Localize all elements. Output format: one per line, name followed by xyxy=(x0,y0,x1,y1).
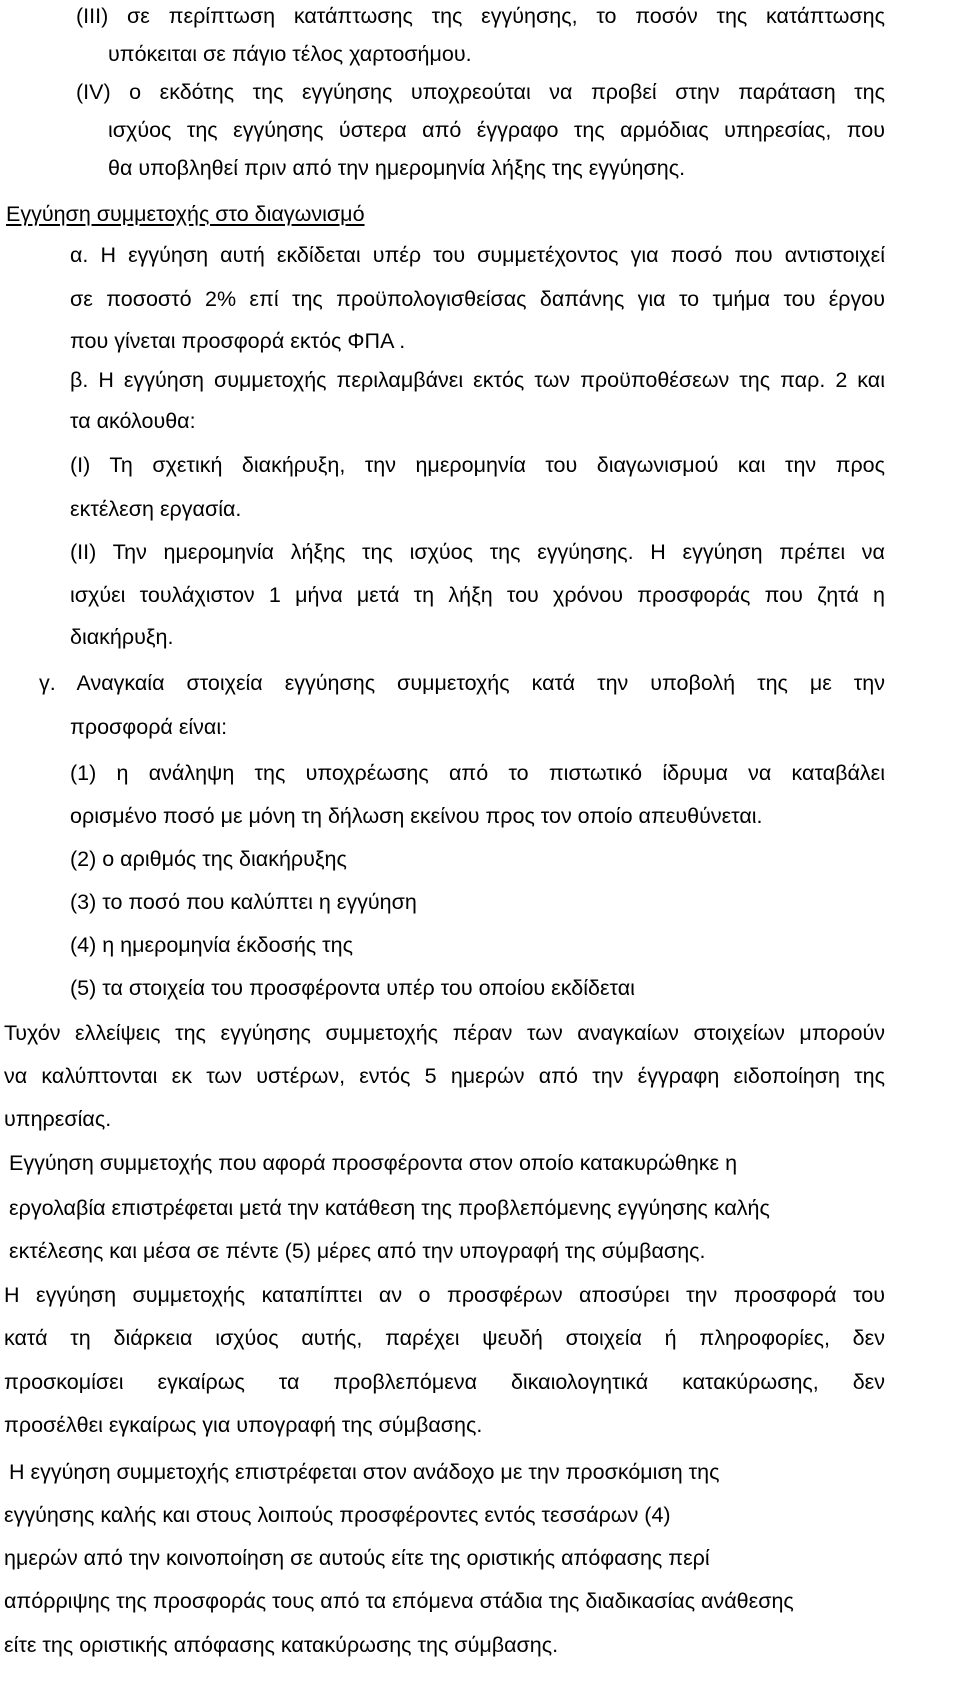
text-line: α. Η εγγύηση αυτή εκδίδεται υπέρ του συμμετέχοντος για ποσό που αντιστοιχεί xyxy=(70,243,885,267)
text-line: (Ι) Τη σχετική διακήρυξη, την ημερομηνία του διαγωνισμού και την προς xyxy=(70,453,885,477)
text-line: που γίνεται προσφορά εκτός ΦΠΑ . xyxy=(70,329,406,353)
text-line: ισχύος της εγγύησης ύστερα από έγγραφο της αρμόδιας υπηρεσίας, που xyxy=(108,118,885,142)
text-line: απόρριψης της προσφοράς τους από τα επόμενα στάδια της διαδικασίας ανάθεσης xyxy=(4,1589,794,1613)
text-line: Τυχόν ελλείψεις της εγγύησης συμμετοχής πέραν των αναγκαίων στοιχείων μπορούν xyxy=(4,1021,885,1045)
text-line: Εγγύηση συμμετοχής που αφορά προσφέροντα στον οποίο κατακυρώθηκε η xyxy=(9,1151,738,1175)
text-line: (3) το ποσό που καλύπτει η εγγύηση xyxy=(70,890,417,914)
text-line: προσκομίσει εγκαίρως τα προβλεπόμενα δικαιολογητικά κατακύρωσης, δεν xyxy=(4,1370,885,1394)
section-heading: Εγγύηση συμμετοχής στο διαγωνισμό xyxy=(6,202,365,226)
text-line: υπόκειται σε πάγιο τέλος χαρτοσήμου. xyxy=(108,42,472,66)
text-line: Η εγγύηση συμμετοχής καταπίπτει αν ο προσφέρων αποσύρει την προσφορά του xyxy=(4,1283,885,1307)
text-line: υπηρεσίας. xyxy=(4,1107,112,1131)
text-line: ορισμένο ποσό με μόνη τη δήλωση εκείνου προς τον οποίο απευθύνεται. xyxy=(70,804,763,828)
text-line: (1) η ανάληψη της υποχρέωσης από το πιστωτικό ίδρυμα να καταβάλει xyxy=(70,761,885,785)
text-line: να καλύπτονται εκ των υστέρων, εντός 5 ημερών από την έγγραφη ειδοποίηση της xyxy=(4,1064,885,1088)
text-line: (ΙΙ) Την ημερομηνία λήξης της ισχύος της εγγύησης. Η εγγύηση πρέπει να xyxy=(70,540,885,564)
text-line: (2) ο αριθμός της διακήρυξης xyxy=(70,847,347,871)
text-line: ημερών από την κοινοποίηση σε αυτούς είτε της οριστικής απόφασης περί xyxy=(4,1546,710,1570)
text-line: τα ακόλουθα: xyxy=(70,409,196,433)
text-line: (III) σε περίπτωση κατάπτωσης της εγγύησης, το ποσόν της κατάπτωσης xyxy=(76,4,885,28)
text-line: εκτέλεσης και μέσα σε πέντε (5) μέρες από την υπογραφή της σύμβασης. xyxy=(9,1239,706,1263)
text-line: διακήρυξη. xyxy=(70,625,174,649)
text-line: ισχύει τουλάχιστον 1 μήνα μετά τη λήξη του χρόνου προσφοράς που ζητά η xyxy=(70,583,885,607)
text-line: προσέλθει εγκαίρως για υπογραφή της σύμβασης. xyxy=(4,1413,483,1437)
text-line: (IV) ο εκδότης της εγγύησης υποχρεούται να προβεί στην παράταση της xyxy=(76,80,885,104)
text-line: προσφορά είναι: xyxy=(70,715,228,739)
text-line: εγγύησης καλής και στους λοιπούς προσφέροντες εντός τεσσάρων (4) xyxy=(4,1503,671,1527)
text-line: β. Η εγγύηση συμμετοχής περιλαμβάνει εκτός των προϋποθέσεων της παρ. 2 και xyxy=(70,368,885,392)
text-line: εργολαβία επιστρέφεται μετά την κατάθεση της προβλεπόμενης εγγύησης καλής xyxy=(9,1196,770,1220)
text-line: (5) τα στοιχεία του προσφέροντα υπέρ του οποίου εκδίδεται xyxy=(70,976,635,1000)
text-line: κατά τη διάρκεια ισχύος αυτής, παρέχει ψευδή στοιχεία ή πληροφορίες, δεν xyxy=(4,1326,885,1350)
text-line: θα υποβληθεί πριν από την ημερομηνία λήξης της εγγύησης. xyxy=(108,156,686,180)
text-line: γ. Αναγκαία στοιχεία εγγύησης συμμετοχής κατά την υποβολή της με την xyxy=(39,671,885,695)
text-line: (4) η ημερομηνία έκδοσής της xyxy=(70,933,353,957)
text-line: εκτέλεση εργασία. xyxy=(70,497,242,521)
text-line: σε ποσοστό 2% επί της προϋπολογισθείσας δαπάνης για το τμήμα του έργου xyxy=(70,287,885,311)
text-line: είτε της οριστικής απόφασης κατακύρωσης της σύμβασης. xyxy=(4,1633,559,1657)
text-line: Η εγγύηση συμμετοχής επιστρέφεται στον ανάδοχο με την προσκόμιση της xyxy=(9,1460,720,1484)
